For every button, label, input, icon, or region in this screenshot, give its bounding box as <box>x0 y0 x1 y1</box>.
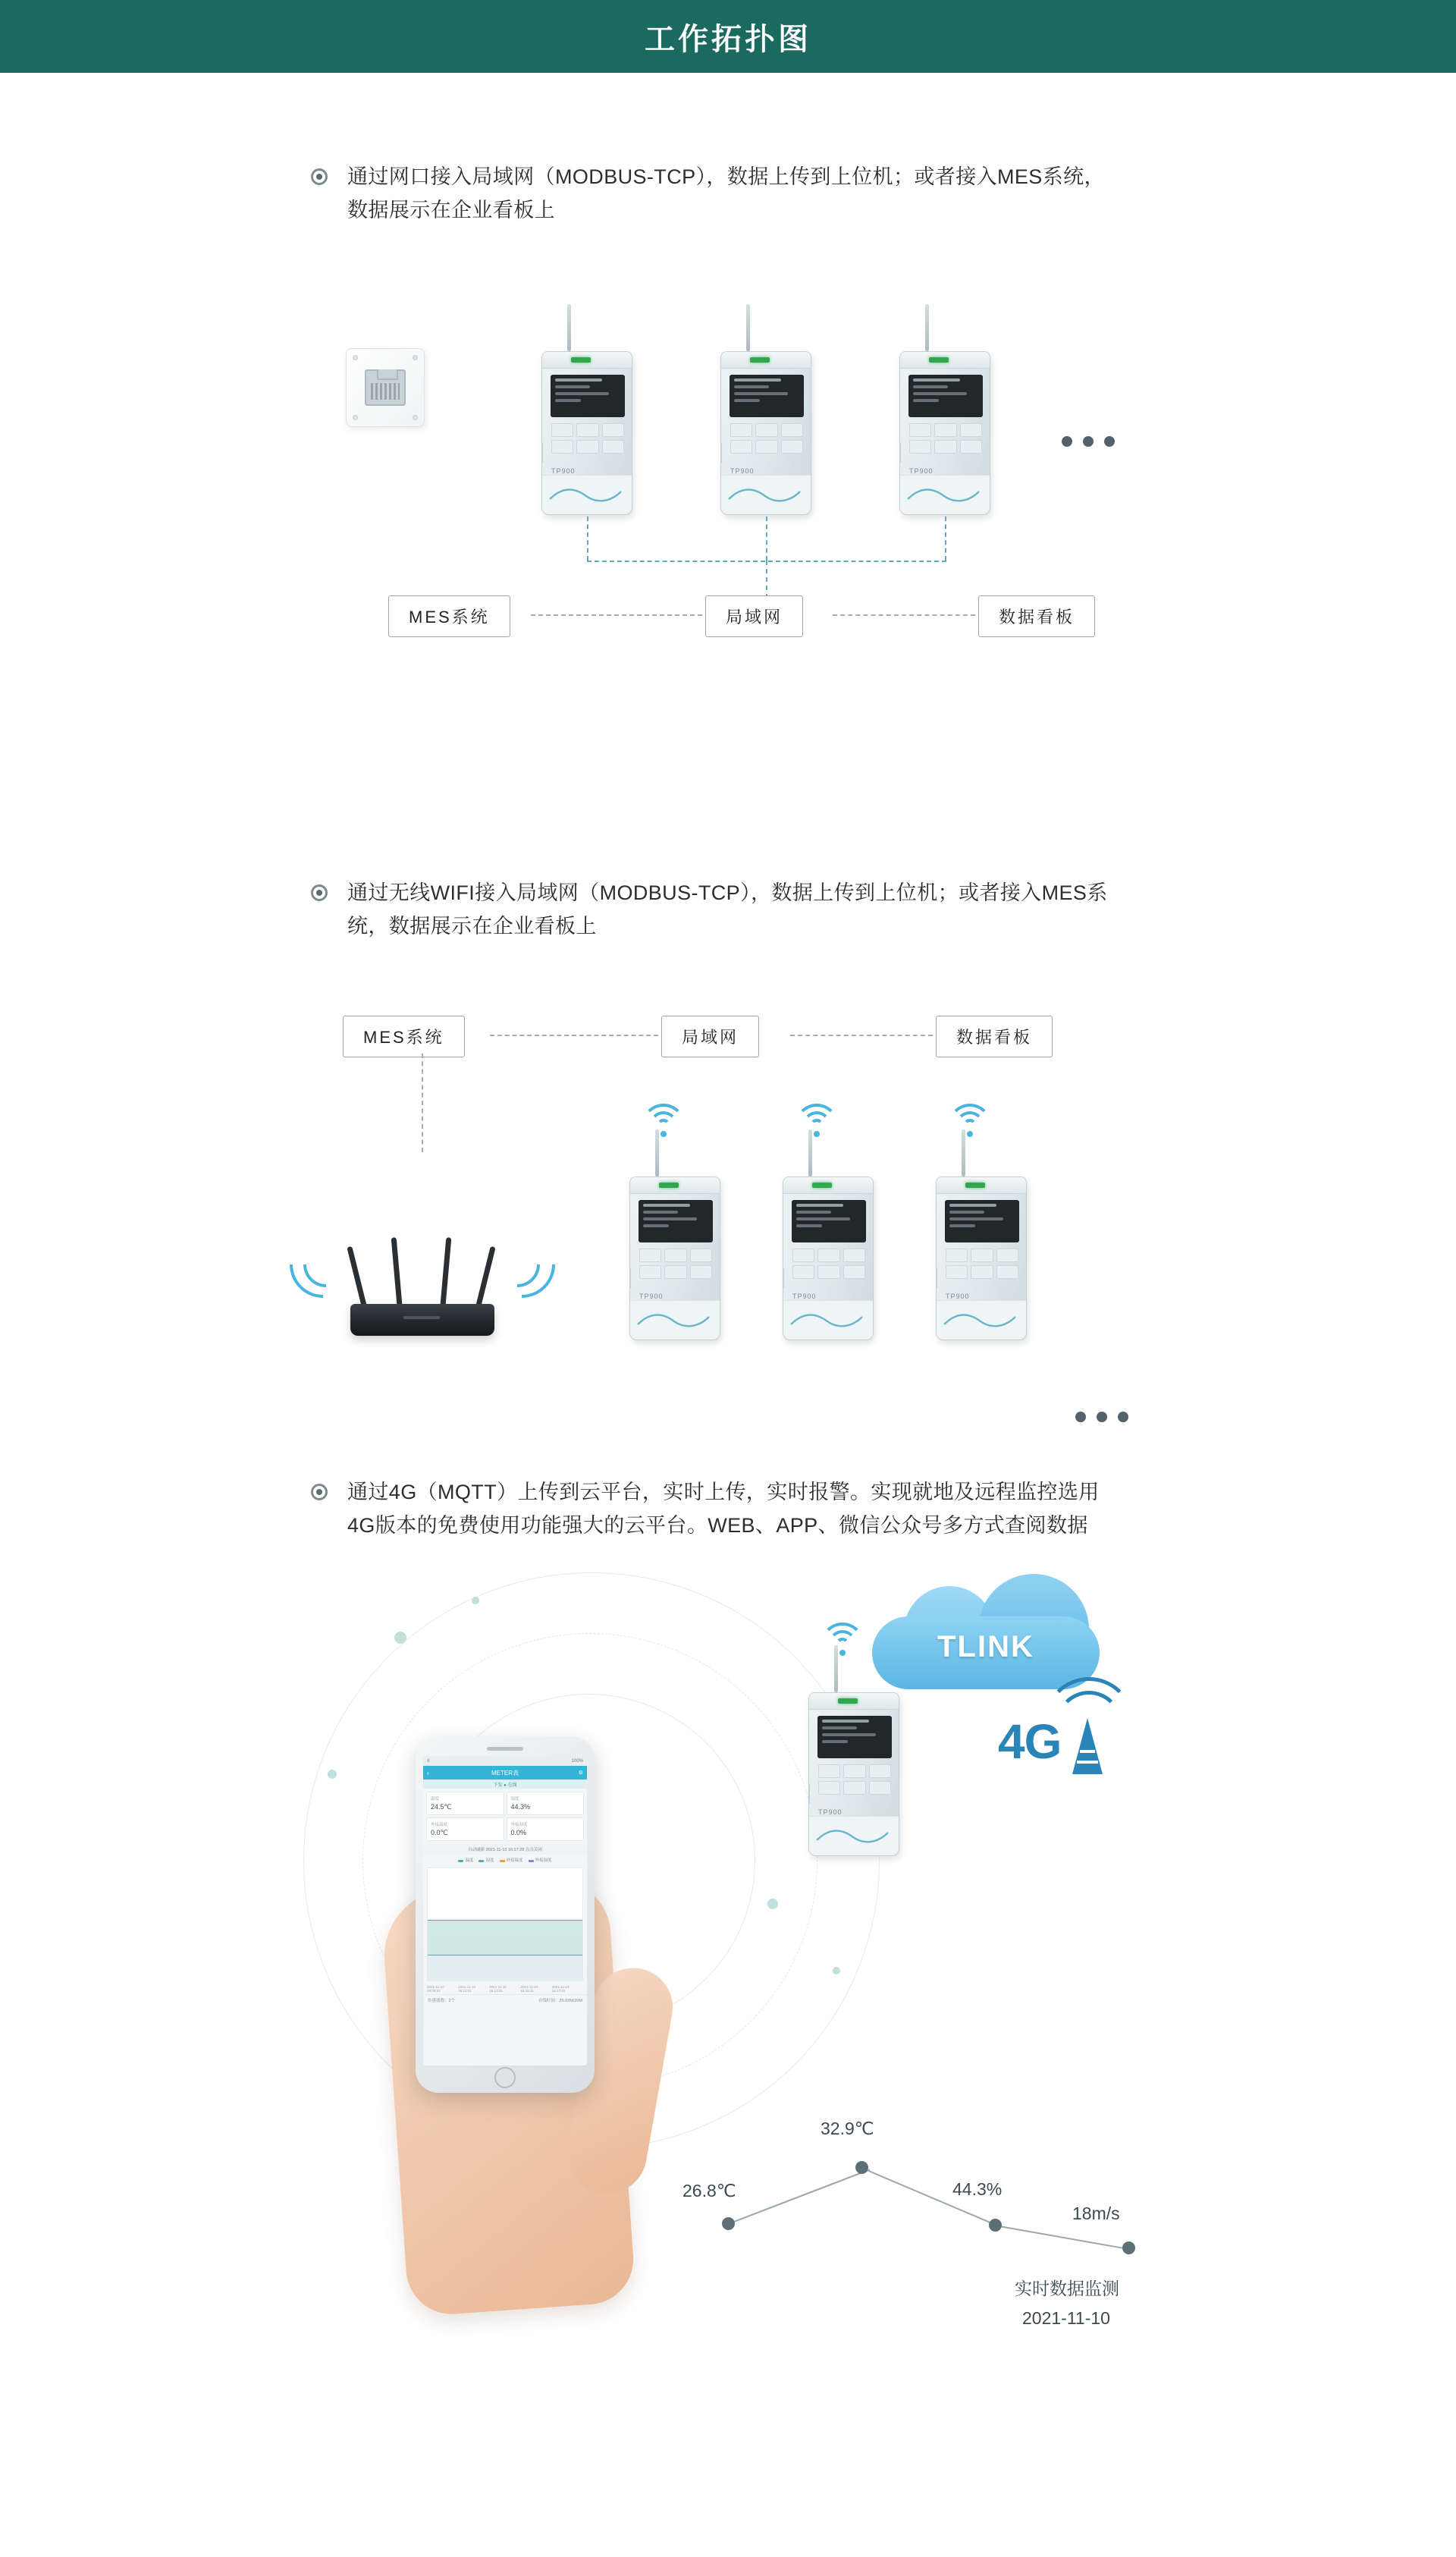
status-led-icon <box>838 1698 858 1704</box>
metric-card <box>426 1792 504 1815</box>
status-led-icon <box>750 357 770 363</box>
tag-mes-system: MES系统 <box>343 1016 465 1057</box>
sensor-count: 传感器数：2个 <box>428 1999 456 2004</box>
metric-label: 外接湿度 <box>510 1823 528 1828</box>
data-point <box>1122 2241 1135 2254</box>
data-link-1 <box>728 2169 870 2226</box>
device-screen <box>945 1200 1019 1242</box>
device-lan-1 <box>541 351 632 515</box>
legend-item: 湿度 <box>479 1857 494 1863</box>
bullet-4g-text: 通过4G（MQTT）上传到云平台，实时上传，实时报警。实现就地及远程监控选用4G版本的免费使用功能强大的云平台。WEB、APP、微信公众号多方式查阅数据 <box>347 1481 1100 1537</box>
section-4g-cloud <box>0 1476 1456 2462</box>
device-keypad <box>551 423 624 454</box>
metric-label: 外接温度 <box>431 1823 448 1828</box>
x-tick: 2021-11-10 16:09:21 <box>427 1985 444 1993</box>
bullet-dot-icon <box>311 1484 328 1500</box>
bullet-lan <box>311 73 1228 227</box>
conn-dev1-down <box>587 517 588 561</box>
wave-logo-icon <box>906 485 982 505</box>
more-devices-ellipsis <box>1075 1412 1128 1422</box>
device-screen <box>908 375 983 417</box>
device-brand-label: TP900 <box>551 467 576 476</box>
x-tick: 2021-11-10 16:17:21 <box>551 1985 570 1993</box>
data-label-temp-high: 32.9℃ <box>821 2119 874 2139</box>
gear-icon[interactable]: ⚙ <box>578 1770 583 1776</box>
home-button-icon[interactable] <box>494 2067 516 2088</box>
device-wifi-2 <box>783 1176 874 1340</box>
bullet-dot-icon <box>311 884 328 901</box>
phone-footer <box>423 1994 587 2006</box>
device-keypad <box>946 1249 1018 1279</box>
network-type-label: 4G <box>998 1714 1062 1770</box>
antenna-icon <box>567 304 571 351</box>
tag-dashboard: 数据看板 <box>936 1016 1053 1057</box>
wave-logo-icon <box>789 1311 865 1330</box>
bullet-wifi <box>311 877 1228 943</box>
metric-label: 温度 <box>431 1797 440 1802</box>
device-keypad <box>909 423 982 454</box>
phone-mockup <box>416 1736 595 2093</box>
rj45-port-icon <box>346 348 425 427</box>
wave-logo-icon <box>548 485 624 505</box>
wifi-signal-icon <box>639 1104 689 1139</box>
legend-item: 外接湿度 <box>529 1857 552 1863</box>
status-led-icon <box>929 357 949 363</box>
cloud-label: TLINK <box>937 1630 1034 1664</box>
device-lan-2 <box>720 351 811 515</box>
data-link-3 <box>995 2225 1127 2250</box>
app-navbar <box>423 1766 587 1780</box>
antenna-icon <box>746 304 750 351</box>
device-screen <box>551 375 625 417</box>
data-point <box>855 2161 868 2174</box>
phone-statusbar <box>423 1756 587 1766</box>
antenna-icon <box>925 304 929 351</box>
device-wifi-1 <box>629 1176 720 1340</box>
status-led-icon <box>965 1183 985 1188</box>
device-keypad <box>639 1249 712 1279</box>
wave-logo-icon <box>943 1311 1018 1330</box>
refresh-bar[interactable]: 自动刷新 2021-11-10 16:17:28 点击关闭 <box>423 1844 587 1855</box>
wifi-signal-icon <box>817 1622 868 1657</box>
cloud-platform-icon <box>872 1574 1100 1695</box>
device-brand-label: TP900 <box>909 467 934 476</box>
status-led-icon <box>571 357 591 363</box>
tag-dashboard: 数据看板 <box>978 595 1095 637</box>
tag-link-1 <box>531 614 702 616</box>
x-tick: 2021-11-10 16:15:21 <box>520 1985 538 1993</box>
device-status-bar: 下发 ● 在线 <box>423 1780 587 1789</box>
device-brand-label: TP900 <box>818 1808 843 1817</box>
bullet-wifi-text: 通过无线WIFI接入局域网（MODBUS-TCP），数据上传到上位机；或者接入MES系统，数据展示在企业看板上 <box>347 881 1108 938</box>
tag-link-down <box>422 1054 423 1152</box>
tag-lan: 局域网 <box>705 595 803 637</box>
device-brand-label: TP900 <box>639 1293 664 1301</box>
antenna-icon <box>962 1129 965 1176</box>
metric-card <box>507 1792 585 1815</box>
metric-value: 44.3% <box>510 1803 531 1811</box>
metric-value: 0.0℃ <box>431 1829 448 1837</box>
device-wifi-3 <box>936 1176 1027 1340</box>
data-point <box>722 2217 735 2230</box>
wifi-diagram <box>0 943 1456 1413</box>
monitor-caption-title: 实时数据监测 <box>1015 2279 1119 2299</box>
tag-link-2 <box>833 614 975 616</box>
data-label-wind: 18m/s <box>1072 2204 1120 2224</box>
device-keypad <box>730 423 803 454</box>
data-label-humidity: 44.3% <box>952 2179 1003 2200</box>
lan-diagram <box>0 227 1456 712</box>
device-4g-1 <box>808 1692 899 1856</box>
tag-lan: 局域网 <box>661 1016 759 1057</box>
conn-bus-to-lan <box>766 561 767 598</box>
wifi-router-icon <box>350 1231 494 1337</box>
wave-logo-icon <box>815 1827 891 1846</box>
x-tick: 2021-11-10 16:11:21 <box>458 1985 475 1993</box>
metrics-grid <box>423 1789 587 1844</box>
device-screen <box>817 1716 892 1758</box>
status-led-icon <box>659 1183 679 1188</box>
antenna-icon <box>834 1645 838 1692</box>
wave-logo-icon <box>636 1311 712 1330</box>
phone-speaker-icon <box>487 1747 523 1751</box>
metric-value: 24.5℃ <box>431 1803 452 1811</box>
device-lan-3 <box>899 351 990 515</box>
online-time: 在线时间：25.02M/30M <box>538 1999 582 2004</box>
data-label-temp-low: 26.8℃ <box>682 2181 736 2201</box>
antenna-icon <box>808 1129 812 1176</box>
cloud-diagram <box>0 1542 1456 2392</box>
device-brand-label: TP900 <box>730 467 755 476</box>
wave-logo-icon <box>727 485 803 505</box>
chart-x-axis <box>423 1984 587 1994</box>
wifi-signal-icon <box>945 1104 995 1139</box>
monitor-caption-date: 2021-11-10 <box>1022 2308 1110 2329</box>
x-tick: 2021-11-10 16:13:21 <box>489 1985 507 1993</box>
conn-dev3-down <box>945 517 946 561</box>
metric-card <box>426 1817 504 1841</box>
status-led-icon <box>812 1183 832 1188</box>
conn-dev2-down <box>766 517 767 561</box>
rj45-socket-icon <box>365 369 406 406</box>
app-title: METER表 <box>491 1769 519 1776</box>
metric-card <box>507 1817 585 1841</box>
device-keypad <box>792 1249 865 1279</box>
page-title: 工作拓扑图 <box>645 22 811 56</box>
device-brand-label: TP900 <box>946 1293 970 1301</box>
battery-label: 100% <box>571 1758 583 1764</box>
tag-mes-system: MES系统 <box>388 595 510 637</box>
bullet-4g <box>311 1476 1228 1542</box>
tag-link-1 <box>490 1035 658 1036</box>
legend-item: 外接温度 <box>500 1857 523 1863</box>
tag-link-2 <box>790 1035 933 1036</box>
bullet-dot-icon <box>311 168 328 185</box>
phone-screen <box>423 1756 587 2065</box>
legend-item: 温度 <box>458 1857 473 1863</box>
more-devices-ellipsis <box>1062 436 1115 447</box>
metric-label: 湿度 <box>510 1797 519 1802</box>
metric-value: 0.0% <box>510 1829 527 1837</box>
device-keypad <box>818 1764 891 1795</box>
data-point <box>989 2219 1002 2232</box>
chart-legend <box>423 1855 587 1865</box>
wifi-signal-icon <box>792 1104 842 1139</box>
device-screen <box>792 1200 866 1242</box>
signal-icon: ıl <box>427 1758 429 1764</box>
antenna-icon <box>655 1129 659 1176</box>
section-lan <box>0 73 1456 877</box>
back-icon[interactable]: ‹ <box>427 1769 429 1776</box>
page-header <box>0 0 1456 73</box>
device-brand-label: TP900 <box>792 1293 817 1301</box>
bullet-lan-text: 通过网口接入局域网（MODBUS-TCP），数据上传到上位机；或者接入MES系统，数据展示在企业看板上 <box>347 165 1105 221</box>
trend-chart <box>427 1867 583 1981</box>
section-wifi <box>0 877 1456 1476</box>
device-screen <box>639 1200 713 1242</box>
device-screen <box>730 375 804 417</box>
